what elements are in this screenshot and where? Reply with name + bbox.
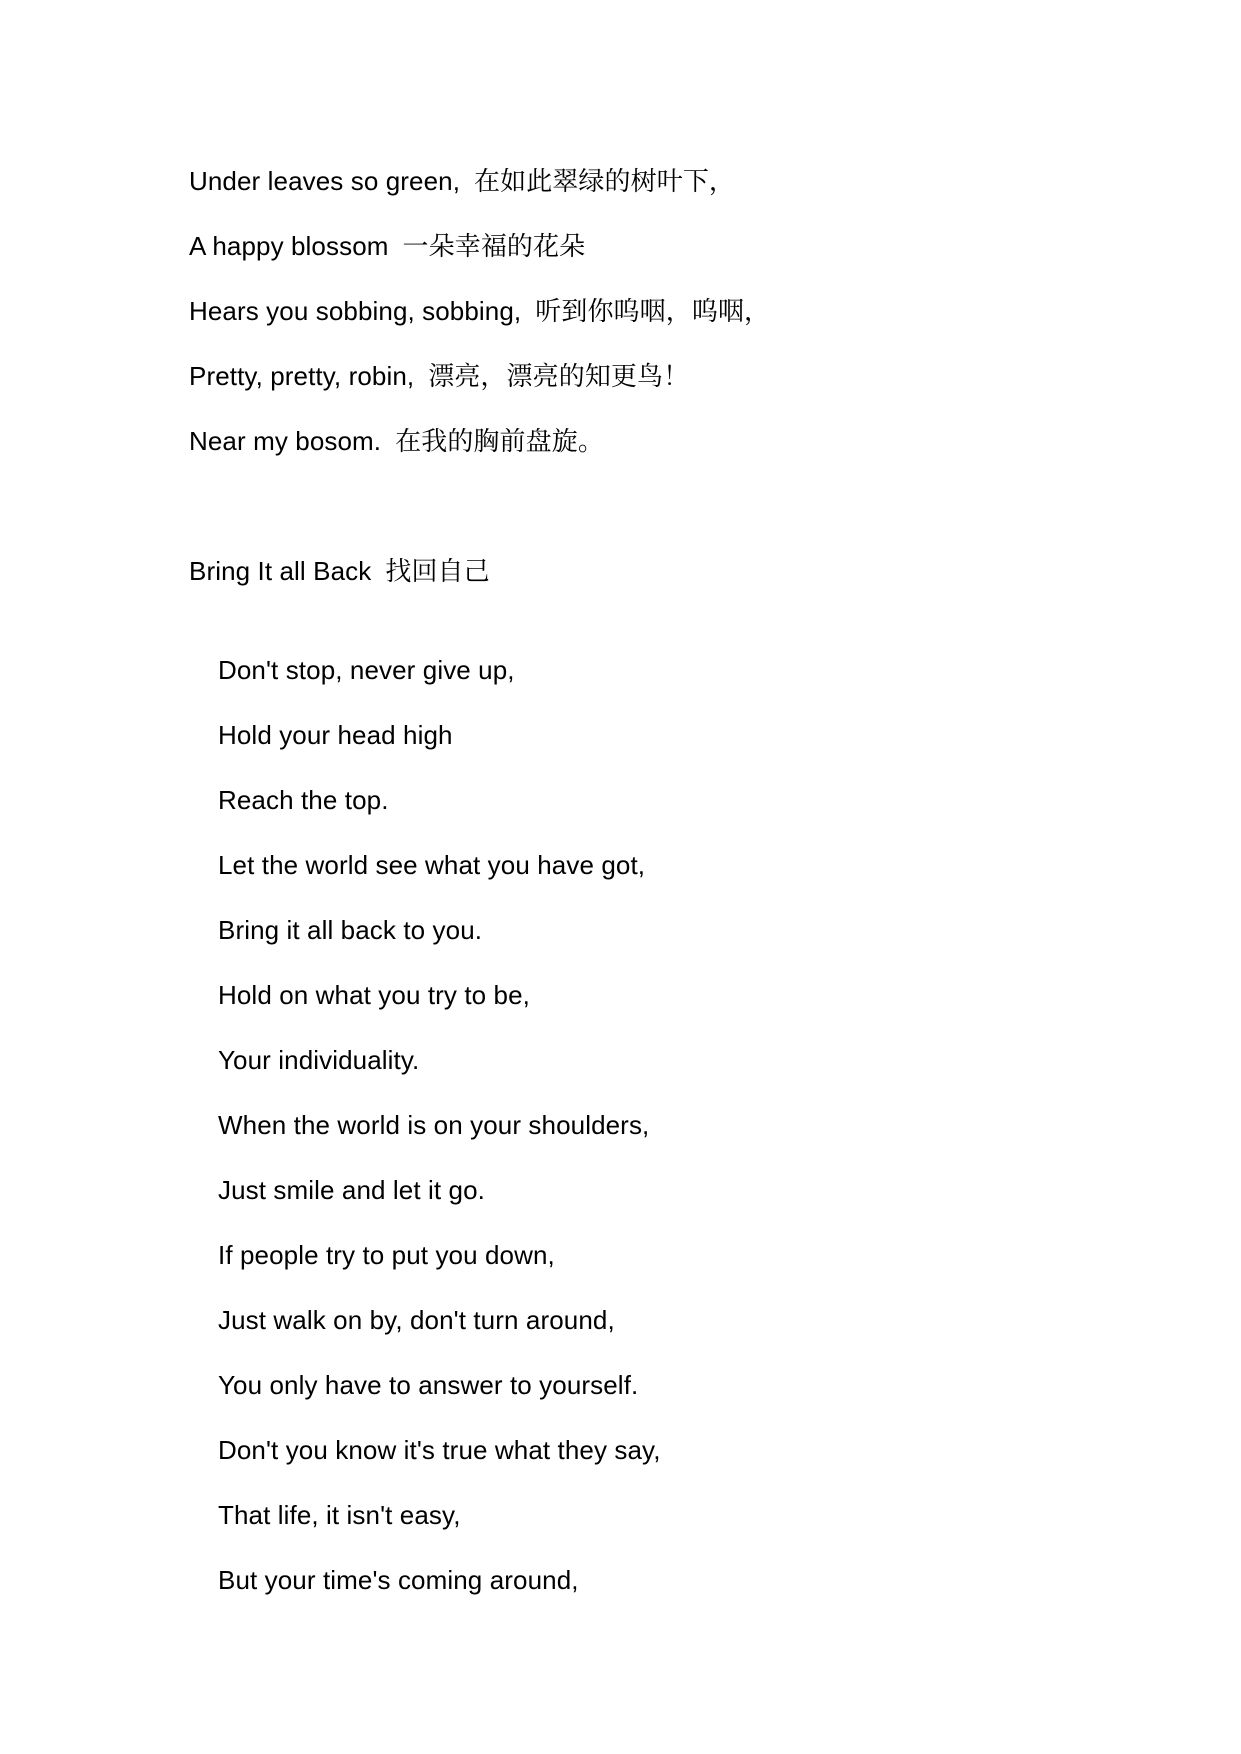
poem-line: Just smile and let it go. (218, 1175, 485, 1205)
poem-line: Reach the top. (218, 785, 389, 815)
section-title-chinese: 找回自己 (385, 557, 490, 587)
poem-line: You only have to answer to yourself. (218, 1370, 639, 1400)
poem-line: Don't you know it's true what they say, (218, 1435, 661, 1465)
intro-line-chinese: 在如此翠绿的树叶下， (474, 167, 736, 197)
section-title (189, 556, 490, 587)
intro-line (189, 231, 585, 262)
intro-line (189, 426, 604, 457)
poem-line: Hold your head high (218, 720, 453, 750)
intro-line (189, 296, 770, 327)
poem-line: Just walk on by, don't turn around, (218, 1305, 615, 1335)
poem-line: If people try to put you down, (218, 1240, 555, 1270)
poem-line: But your time's coming around, (218, 1565, 579, 1595)
intro-line-english: Hears you sobbing, sobbing, (189, 296, 522, 326)
intro-line-english: Under leaves so green, (189, 166, 461, 196)
intro-line-english: A happy blossom (189, 231, 389, 261)
poem-line: Bring it all back to you. (218, 915, 483, 945)
poem-line: Let the world see what you have got, (218, 850, 646, 880)
poem-line: Hold on what you try to be, (218, 980, 530, 1010)
section-title-english: Bring It all Back (189, 556, 372, 586)
poem-line: When the world is on your shoulders, (218, 1110, 650, 1140)
poem-line: Don't stop, never give up, (218, 655, 515, 685)
intro-line-english: Near my bosom. (189, 426, 382, 456)
poem-line: That life, it isn't easy, (218, 1500, 461, 1530)
intro-line (189, 361, 689, 392)
intro-line-chinese: 听到你呜咽，呜咽， (535, 297, 771, 327)
intro-line-english: Pretty, pretty, robin, (189, 361, 415, 391)
intro-line-chinese: 一朵幸福的花朵 (402, 232, 586, 262)
intro-line-chinese: 在我的胸前盘旋。 (395, 427, 604, 457)
poem-line: Your individuality. (218, 1045, 420, 1075)
intro-line-chinese: 漂亮，漂亮的知更鸟！ (428, 362, 690, 392)
intro-line (189, 166, 735, 197)
